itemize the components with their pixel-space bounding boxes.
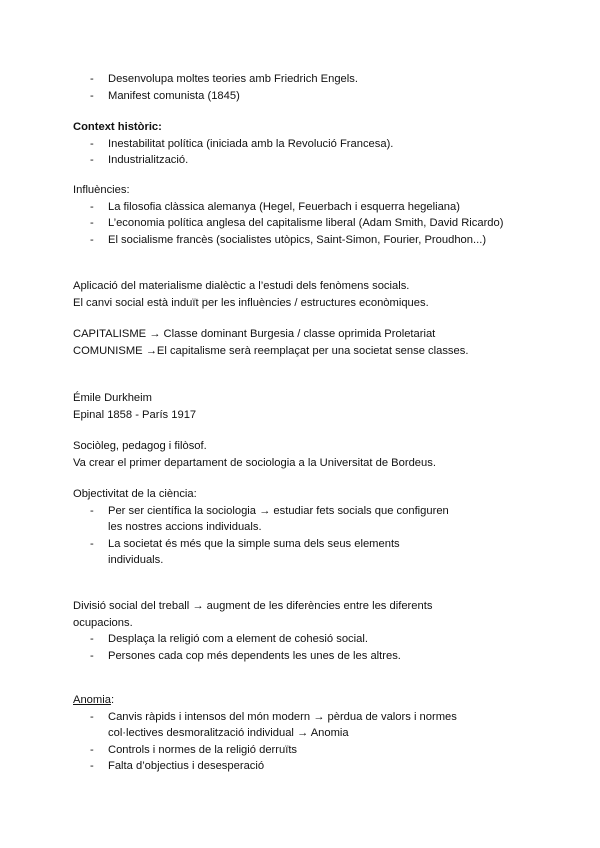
bullet-dash: - [90, 200, 94, 213]
bullet-dash: - [90, 760, 94, 772]
list-item-text: La filosofia clàssica alemanya (Hegel, Feuerbach i esquerra hegeliana) [108, 200, 460, 213]
context-heading: Context històric: [73, 121, 162, 133]
list-item-text: Manifest comunista (1845) [108, 89, 240, 102]
author-achievement: Va crear el primer departament de sociologia a la Universitat de Bordeus. [73, 456, 436, 469]
list-item [73, 742, 513, 759]
list-item [73, 536, 453, 569]
list-item [73, 648, 493, 665]
list-item-text: Per ser científica la sociologia → estudiar fets socials que configuren les nostres accions individuals. [108, 504, 449, 533]
list-item-text: La societat és més que la simple suma dels seus elements individuals. [108, 537, 400, 566]
author-dates: Epinal 1858 - París 1917 [73, 408, 197, 421]
anomia-section [73, 692, 513, 775]
division-section [73, 598, 493, 664]
author-role: Sociòleg, pedagog i filòsof. [73, 440, 207, 452]
communism-line: COMUNISME →El capitalisme serà reemplaçat per una societat sense classes. [73, 344, 469, 357]
bullet-dash: - [90, 154, 94, 166]
durkheim-bio [73, 438, 533, 471]
context-section [73, 119, 533, 169]
influences-section [73, 182, 535, 248]
list-item-text: El socialisme francès (socialistes utòpics, Saint-Simon, Fourier, Proudhon...) [108, 233, 487, 246]
list-item-text: L’economia política anglesa del capitalisme liberal (Adam Smith, David Ricardo) [108, 217, 504, 229]
list-item-text: Falta d’objectius i desesperació [108, 760, 265, 772]
bullet-dash: - [90, 233, 94, 246]
bullet-dash: - [90, 217, 94, 229]
marx-bullets [73, 71, 533, 104]
list-item-text: Persones cada cop més dependents les unes de les altres. [108, 649, 401, 662]
list-item [73, 152, 533, 169]
list-item [73, 709, 513, 742]
materialism-line: El canvi social està induït per les influències / estructures econòmiques. [73, 296, 429, 309]
list-item-text: Desenvolupa moltes teories amb Friedrich Engels. [108, 73, 358, 85]
list-item [73, 136, 533, 153]
bullet-dash: - [90, 710, 94, 723]
capitalism-line: CAPITALISME → Classe dominant Burgesia / classe oprimida Proletariat [73, 328, 436, 340]
bullet-dash: - [90, 89, 94, 102]
anomia-heading-colon: : [110, 694, 115, 706]
author-name: Émile Durkheim [73, 392, 152, 404]
bullet-dash: - [90, 633, 94, 645]
influences-heading: Influències: [73, 184, 130, 196]
bullet-dash: - [90, 137, 94, 150]
list-item [73, 71, 533, 88]
bullet-dash: - [90, 504, 94, 517]
list-item-text: Controls i normes de la religió derruïts [108, 743, 298, 756]
materialism-line: Aplicació del materialisme dialèctic a l’estudi dels fenòmens socials. [73, 280, 410, 292]
list-item-text: Inestabilitat política (iniciada amb la Revolució Francesa). [108, 137, 394, 150]
list-item [73, 758, 513, 775]
list-item [73, 503, 453, 536]
materialism-paragraph [73, 278, 533, 311]
bullet-dash: - [90, 649, 94, 662]
objectivity-section [73, 486, 453, 569]
list-item [73, 232, 535, 249]
durkheim-header [73, 390, 533, 423]
list-item-text: Canvis ràpids i intensos del món modern → pèrdua de valors i normes col·lectives desmoralització individual → Anomia [108, 710, 457, 739]
list-item-text: Desplaça la religió com a element de cohesió social. [108, 633, 368, 645]
list-item [73, 215, 535, 232]
list-item [73, 199, 535, 216]
bullet-dash: - [90, 743, 94, 756]
list-item-text: Industrialització. [108, 154, 189, 166]
list-item [73, 631, 493, 648]
division-heading: Divisió social del treball → augment de les diferències entre les diferents ocupacions. [73, 600, 433, 629]
bullet-dash: - [90, 73, 94, 85]
bullet-dash: - [90, 537, 94, 550]
systems-paragraph [73, 326, 533, 359]
anomia-heading-text: Anomia [73, 694, 111, 706]
anomia-heading [73, 692, 513, 709]
objectivity-heading: Objectivitat de la ciència: [73, 488, 197, 500]
list-item [73, 88, 533, 105]
